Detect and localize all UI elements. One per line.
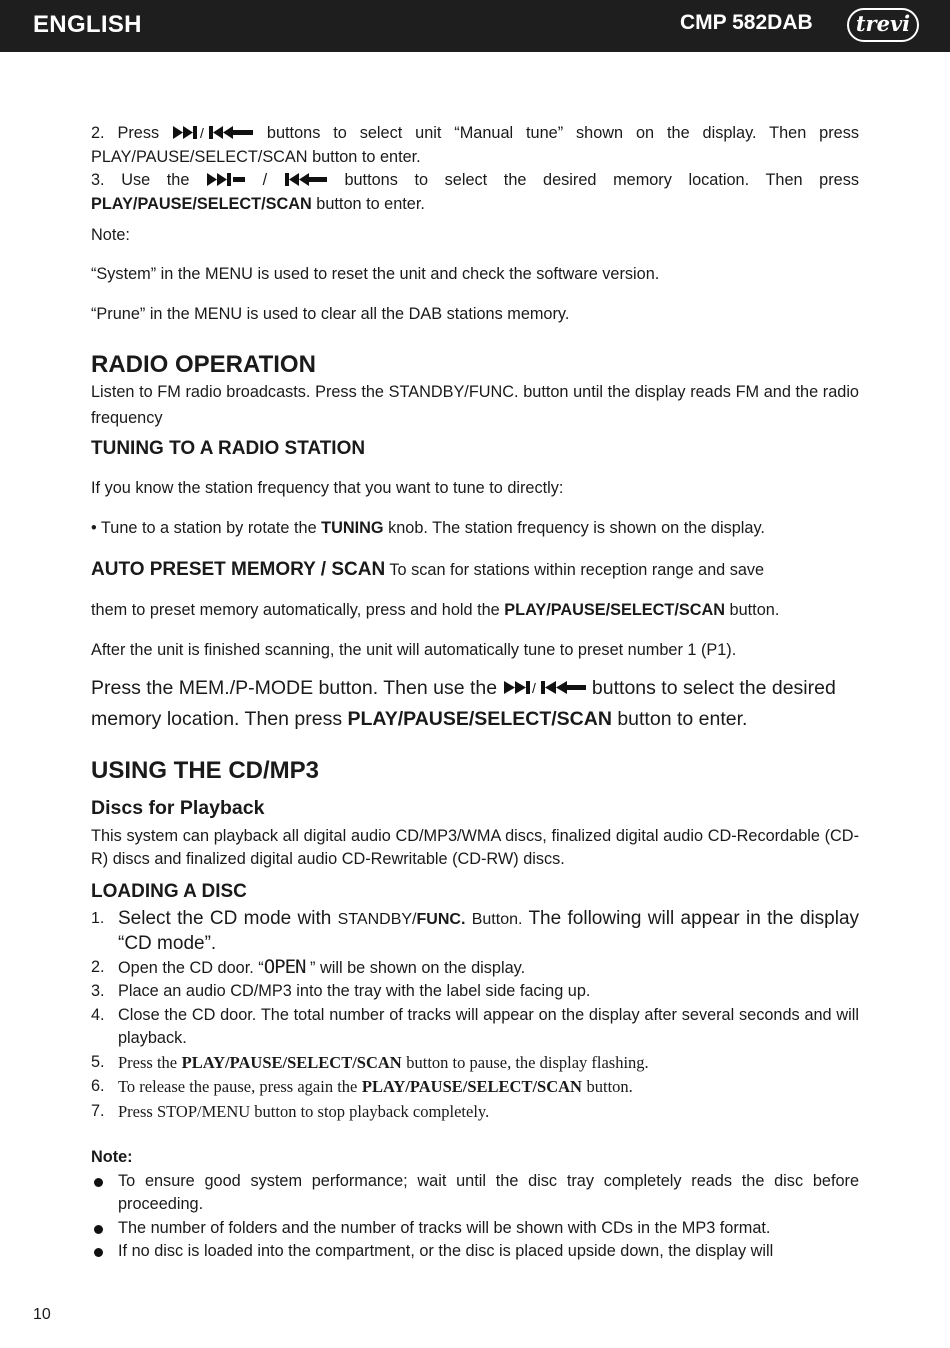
- step-number: 6.: [91, 1077, 105, 1095]
- page-header: [0, 0, 950, 52]
- auto-preset-heading: AUTO PRESET MEMORY / SCAN: [91, 558, 386, 580]
- text: Press the: [118, 1052, 178, 1072]
- memory-step-3: 3. Use the / buttons to select the desired memory location. Then press: [91, 171, 859, 189]
- text: button.: [586, 1077, 633, 1096]
- note-label: Note:: [91, 226, 130, 244]
- step-number: 4.: [91, 1005, 105, 1024]
- text: Button.: [471, 910, 523, 928]
- tuning-heading: TUNING TO A RADIO STATION: [91, 437, 366, 459]
- auto-preset-line: [91, 557, 859, 583]
- mem-line-2: [91, 704, 859, 735]
- auto-preset-line-2: [91, 599, 859, 623]
- prev-buttons-icon: [285, 172, 327, 187]
- list-item: [91, 1100, 859, 1125]
- radio-heading: RADIO OPERATION: [91, 350, 316, 378]
- text: 2. Press: [91, 124, 160, 142]
- bold-text: PLAY/PAUSE/SELECT/SCAN: [347, 707, 612, 730]
- radio-intro: Listen to FM radio broadcasts. Press the STANDBY/FUNC. button until the display reads FM and the radio frequency: [91, 382, 859, 427]
- discs-text: This system can playback all digital audio CD/MP3/WMA discs, finalized digital audio CD-Recordable (CD-R) discs and finalized digital audio CD-Rewritable (CD-RW) discs.: [91, 826, 859, 868]
- text: button to pause, the display flashing.: [406, 1052, 649, 1072]
- text: Press STOP/MENU button to stop playback completely.: [118, 1101, 490, 1121]
- text: If no disc is loaded into the compartment, or the disc is placed upside down, the display will: [118, 1242, 774, 1260]
- model-label: CMP 582DAB: [680, 11, 813, 34]
- step-number: 7.: [91, 1101, 105, 1120]
- list-item: [91, 1170, 859, 1217]
- memory-step-2: [91, 122, 859, 146]
- bold-text: TUNING: [321, 519, 384, 537]
- text: ” will be shown on the display.: [310, 958, 526, 977]
- bold-text: PLAY/PAUSE/SELECT/SCAN: [504, 600, 726, 619]
- text: button.: [729, 600, 780, 619]
- tuning-text: If you know the station frequency that you want to tune to directly:: [91, 478, 564, 497]
- page-number: 10: [33, 1306, 51, 1323]
- text: Close the CD door. The total number of tracks will appear on the display after several seconds and will playback.: [118, 1005, 859, 1047]
- text: buttons to select the desired memory location. Then press: [344, 171, 859, 189]
- trevi-logo: [847, 8, 919, 42]
- text: To ensure good system performance; wait until the disc tray completely reads the disc before proceeding.: [118, 1171, 859, 1213]
- text: button to enter.: [617, 707, 748, 730]
- svg-text:/: /: [531, 679, 536, 696]
- language-label: ENGLISH: [33, 11, 142, 38]
- bold-text: FUNC.: [416, 910, 466, 928]
- text: Select the CD mode with: [118, 907, 332, 929]
- text: buttons to select the desired: [591, 676, 836, 699]
- text: To scan for stations within reception range and save: [389, 560, 765, 579]
- text: buttons to select unit “Manual tune” shown on the display. Then press: [266, 124, 859, 142]
- list-item: [91, 907, 859, 956]
- loading-heading: LOADING A DISC: [91, 880, 247, 902]
- text: To release the pause, press again the: [118, 1077, 358, 1096]
- page-content: [91, 122, 859, 1264]
- svg-text:/: /: [200, 125, 204, 140]
- step-number: 3.: [91, 982, 105, 1000]
- next-buttons-icon: [207, 172, 245, 187]
- bullet-icon: [94, 1248, 103, 1257]
- list-item: [91, 1240, 859, 1264]
- cd-heading: USING THE CD/MP3: [91, 756, 320, 784]
- text: • Tune to a station by rotate the: [91, 519, 317, 537]
- text: The following will appear in the display “CD mode”.: [118, 907, 860, 954]
- step-number: 1.: [91, 909, 105, 927]
- text: button to enter.: [316, 194, 425, 213]
- step-number: 2.: [91, 957, 105, 976]
- list-item: [91, 980, 859, 1004]
- cd-note-label: Note:: [91, 1148, 133, 1166]
- memory-step-2-cont: PLAY/PAUSE/SELECT/SCAN button to enter.: [91, 147, 421, 166]
- note-prune: “Prune” in the MENU is used to clear all the DAB stations memory.: [91, 305, 570, 323]
- step-number: 5.: [91, 1052, 105, 1071]
- list-item: [91, 956, 859, 981]
- note-system: “System” in the MENU is used to reset the unit and check the software version.: [91, 264, 660, 283]
- list-item: [91, 1217, 859, 1241]
- memory-step-3-cont: [91, 193, 859, 217]
- mem-line-1: [91, 673, 859, 704]
- loading-steps: [91, 907, 859, 1125]
- next-prev-buttons-icon: [504, 679, 586, 696]
- next-prev-buttons-icon: [173, 125, 253, 140]
- text: knob. The station frequency is shown on the display.: [388, 519, 765, 537]
- open-display-text: OPEN: [263, 955, 306, 978]
- discs-heading: Discs for Playback: [91, 796, 265, 819]
- list-item: [91, 1004, 859, 1051]
- text: memory location. Then press: [91, 707, 343, 730]
- bold-text: PLAY/PAUSE/SELECT/SCAN: [181, 1052, 402, 1072]
- text: Open the CD door. “: [118, 958, 264, 977]
- text: Press the MEM./P-MODE button. Then use the: [91, 676, 498, 699]
- text: The number of folders and the number of tracks will be shown with CDs in the MP3 format.: [118, 1218, 771, 1237]
- logo-text: trevi: [855, 11, 911, 36]
- bold-text: PLAY/PAUSE/SELECT/SCAN: [91, 194, 312, 213]
- list-item: [91, 1075, 859, 1100]
- bullet-icon: [94, 1225, 103, 1234]
- text: Place an audio CD/MP3 into the tray with the label side facing up.: [118, 982, 591, 1000]
- bold-text: PLAY/PAUSE/SELECT/SCAN: [361, 1077, 582, 1096]
- auto-after: After the unit is finished scanning, the unit will automatically tune to preset number 1 (P1).: [91, 641, 737, 659]
- bullet-icon: [94, 1178, 103, 1187]
- text: them to preset memory automatically, press and hold the: [91, 600, 500, 619]
- tuning-bullet: [91, 517, 859, 541]
- list-item: [91, 1051, 859, 1076]
- text: 3. Use the: [91, 171, 190, 189]
- text: STANDBY/: [337, 910, 417, 928]
- cd-notes: [91, 1170, 859, 1264]
